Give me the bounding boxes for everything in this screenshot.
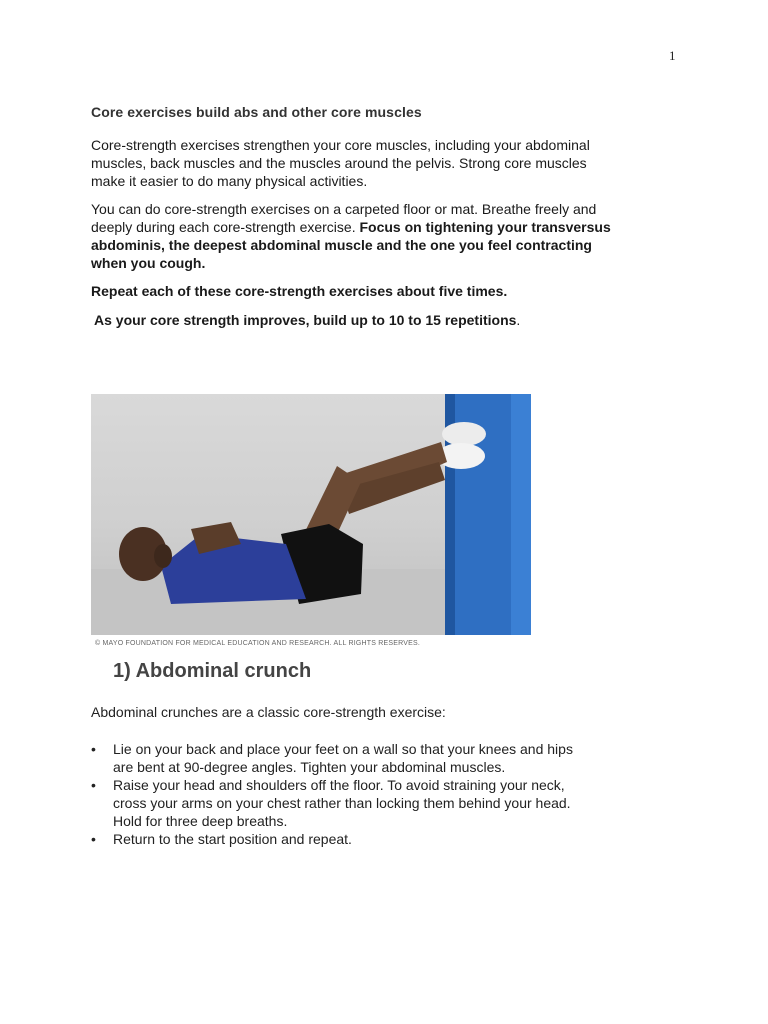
paragraph-repetitions-text: As your core strength improves, build up to 10 to 15 repetitions: [94, 312, 517, 328]
photo-caption: © MAYO FOUNDATION FOR MEDICAL EDUCATION AND RESEARCH. ALL RIGHTS RESERVES.: [95, 640, 421, 647]
face: [154, 544, 172, 568]
paragraph-breathing-text: You can do core-strength exercises on a carpeted floor or mat. Breathe freely and deeply during each core-strength exercise.: [91, 201, 597, 235]
list-item: • Return to the start position and repeat.: [91, 830, 591, 848]
instruction-list: [91, 740, 591, 848]
document-title: Core exercises build abs and other core muscles: [91, 104, 422, 120]
list-item: • Lie on your back and place your feet on a wall so that your knees and hips are bent at 90-degree angles. Tighten your abdominal muscles.: [91, 740, 591, 776]
section-heading: 1) Abdominal crunch: [113, 660, 312, 682]
paragraph-breathing-emphasis: Focus on tightening your transversus abdominis, the deepest abdominal muscle and the one you feel contracting when you cough.: [91, 219, 611, 271]
section-intro: Abdominal crunches are a classic core-strength exercise:: [91, 704, 446, 720]
exercise-photo: [91, 394, 531, 635]
wall-mat-side: [511, 394, 531, 635]
document-body: [91, 104, 611, 329]
paragraph-repetitions-end: .: [516, 312, 521, 328]
paragraph-intro: Core-strength exercises strengthen your core muscles, including your abdominal muscles, back muscles and the muscles around the pelvis. Strong core muscles make it easier to do many physical activities.: [91, 137, 590, 189]
page-number: 1: [669, 48, 676, 63]
abdominal-crunch-illustration: [91, 394, 531, 635]
paragraph-breathing: [91, 200, 611, 272]
shoe-upper: [442, 422, 486, 446]
paragraph-repeat: Repeat each of these core-strength exercises about five times.: [91, 283, 508, 299]
list-item: • Raise your head and shoulders off the floor. To avoid straining your neck, cross your arms on your chest rather than locking them behind your head. Hold for three deep breaths.: [91, 776, 591, 830]
paragraph-repetitions: [91, 311, 611, 329]
